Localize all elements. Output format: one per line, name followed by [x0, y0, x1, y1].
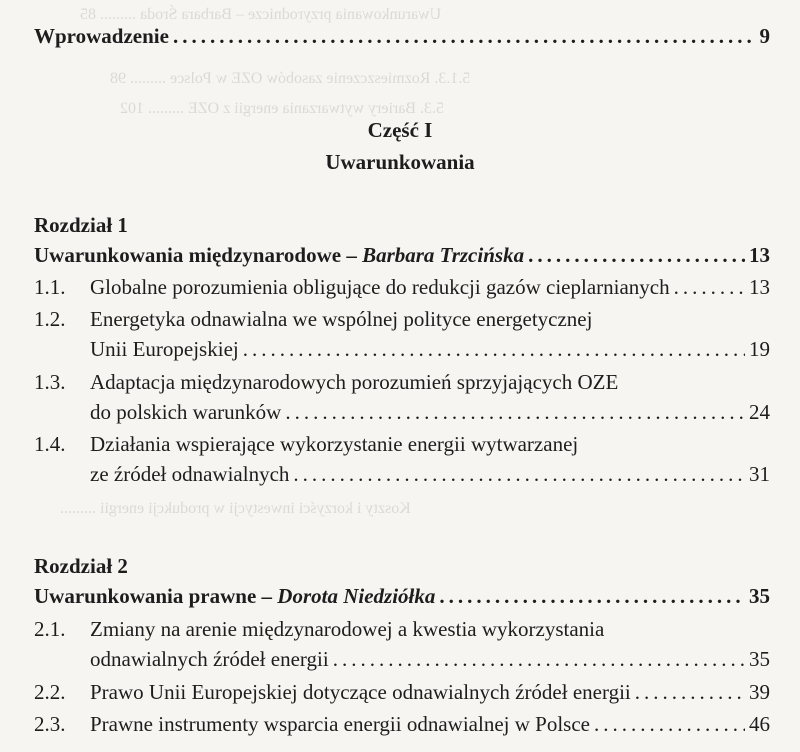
- section-title: Działania wspierające wykorzystanie energii wytwarzanej: [90, 432, 579, 456]
- section-title: Zmiany na arenie międzynarodowej a kwestia wykorzystania: [90, 617, 605, 641]
- toc-entry-title: Wprowadzenie: [34, 24, 169, 48]
- leader-dots: [285, 399, 745, 425]
- toc-entry-section-1-2[interactable]: [34, 306, 770, 332]
- part-label: Część I: [367, 118, 433, 142]
- section-title-cont: do polskich warunków: [90, 400, 282, 424]
- section-title-cont: Unii Europejskiej: [90, 337, 239, 361]
- toc-entry-chapter-2[interactable]: [34, 583, 770, 609]
- toc-entry-section-1-1[interactable]: [34, 274, 770, 300]
- section-title-cont: ze źródeł odnawialnych: [90, 462, 290, 486]
- toc-entry-section-1-4[interactable]: [34, 431, 770, 457]
- section-title: Prawo Unii Europejskiej dotyczące odnawialnych źródeł energii: [90, 680, 631, 704]
- section-number: 1.2.: [34, 307, 66, 331]
- leader-dots: [439, 583, 745, 609]
- leader-dots: [243, 336, 745, 362]
- toc-page-number: 9: [759, 24, 770, 48]
- section-title: Globalne porozumienia obligujące do redukcji gazów cieplarnianych: [90, 275, 670, 299]
- section-title: Energetyka odnawialna we wspólnej polityce energetycznej: [90, 307, 593, 331]
- chapter-label: Rozdział 1: [34, 213, 128, 237]
- toc-entry-section-1-2-cont[interactable]: [90, 336, 770, 362]
- section-title: Prawne instrumenty wsparcia energii odnawialnej w Polsce: [90, 712, 590, 736]
- toc-entry-section-2-1[interactable]: [34, 616, 770, 642]
- leader-dots: [594, 711, 745, 737]
- toc-entry-section-2-3[interactable]: [34, 711, 770, 737]
- chapter-title: Uwarunkowania międzynarodowe – Barbara Trzcińska: [34, 243, 525, 267]
- toc-page-number: 35: [749, 584, 770, 608]
- toc-entry-section-1-3-cont[interactable]: [90, 399, 770, 425]
- section-number: 2.1.: [34, 617, 66, 641]
- section-number: 1.4.: [34, 432, 66, 456]
- bleed-through-text: Koszty i korzyści inwestycji w produkcji energii .........: [60, 500, 411, 517]
- section-number: 2.3.: [34, 712, 66, 736]
- toc-page-number: 19: [749, 337, 770, 361]
- bleed-through-text: Uwarunkowania przyrodnicze – Barbara Środa ......... 85: [80, 6, 442, 23]
- section-number: 1.1.: [34, 275, 66, 299]
- toc-entry-chapter-1[interactable]: [34, 242, 770, 268]
- chapter-author: Dorota Niedziółka: [277, 584, 436, 608]
- leader-dots: [674, 274, 745, 300]
- chapter-title: Uwarunkowania prawne – Dorota Niedziółka: [34, 584, 436, 608]
- bleed-through-text: 5.3. Bariery wytwarzania energii z OZE ......... 102: [120, 100, 445, 117]
- toc-entry-section-1-3[interactable]: [34, 369, 770, 395]
- leader-dots: [635, 679, 745, 705]
- leader-dots: [333, 646, 745, 672]
- leader-dots: [173, 23, 756, 49]
- toc-page-number: 24: [749, 400, 770, 424]
- part-title: Uwarunkowania: [325, 150, 475, 174]
- section-number: 1.3.: [34, 370, 66, 394]
- leader-dots: [528, 242, 745, 268]
- leader-dots: [293, 461, 745, 487]
- toc-page-number: 31: [749, 462, 770, 486]
- bleed-through-text: 5.1.3. Rozmieszczenie zasobów OZE w Polsce ......... 98: [110, 70, 471, 87]
- toc-entry-intro[interactable]: [34, 23, 770, 49]
- section-title: Adaptacja międzynarodowych porozumień sprzyjających OZE: [90, 370, 619, 394]
- chapter-author: Barbara Trzcińska: [362, 243, 525, 267]
- toc-entry-section-2-2[interactable]: [34, 679, 770, 705]
- toc-entry-section-2-1-cont[interactable]: [90, 646, 770, 672]
- toc-page-number: 35: [749, 647, 770, 671]
- toc-page-number: 46: [749, 712, 770, 736]
- chapter-label: Rozdział 2: [34, 554, 128, 578]
- section-number: 2.2.: [34, 680, 66, 704]
- toc-page-number: 39: [749, 680, 770, 704]
- toc-page-number: 13: [749, 275, 770, 299]
- section-title-cont: odnawialnych źródeł energii: [90, 647, 329, 671]
- toc-entry-section-1-4-cont[interactable]: [90, 461, 770, 487]
- toc-page-number: 13: [749, 243, 770, 267]
